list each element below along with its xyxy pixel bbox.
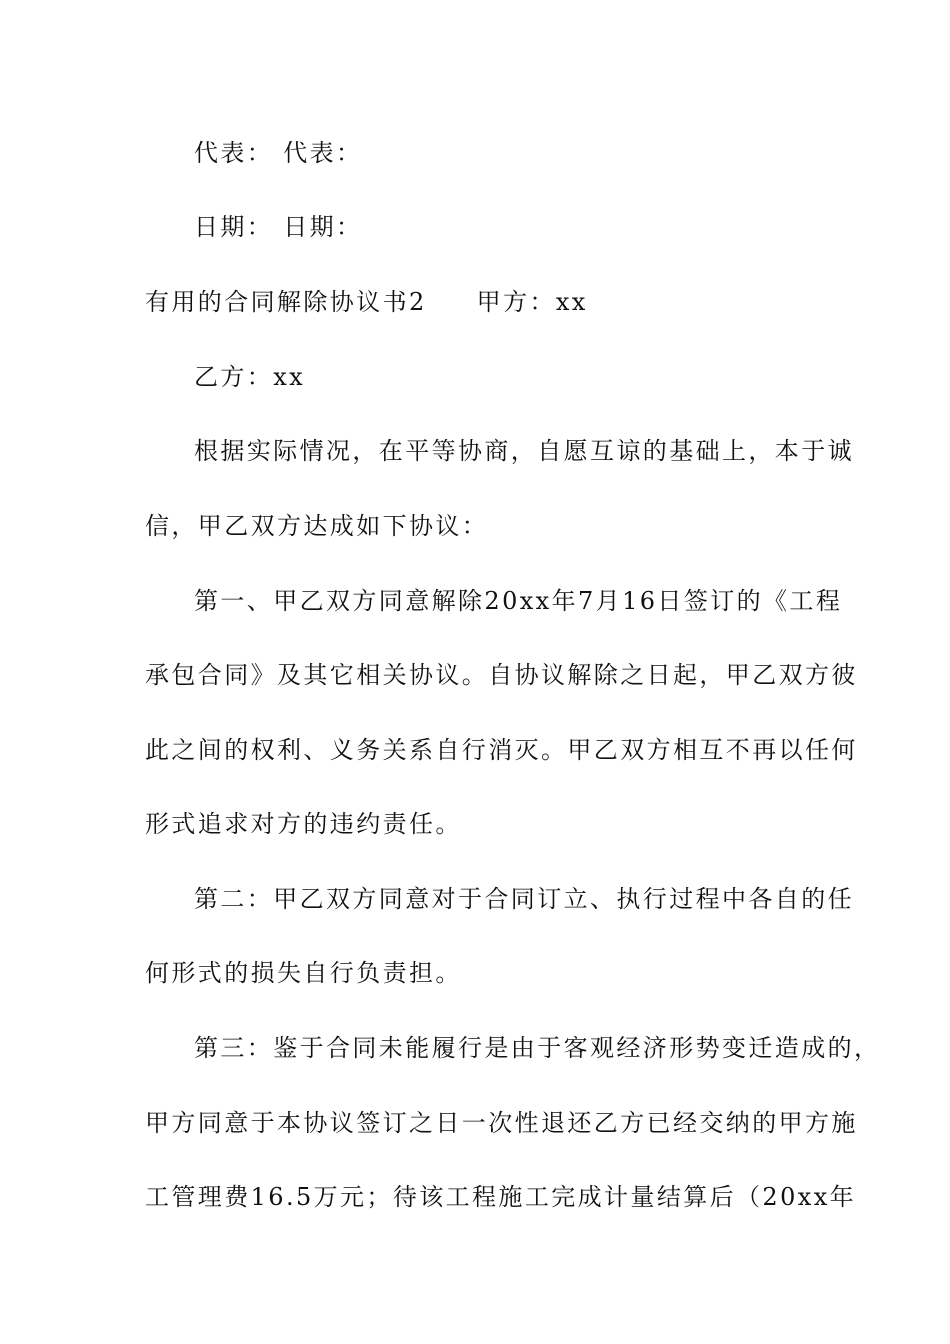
- clause-two-line: 何形式的损失自行负责担。: [145, 959, 462, 987]
- clause-one-line: 第一、甲乙双方同意解除20xx年7月16日签订的《工程: [194, 587, 843, 615]
- clause-three-line: 工管理费16.5万元；待该工程施工完成计量结算后（20xx年: [145, 1183, 857, 1211]
- paragraph-line: 信，甲乙双方达成如下协议：: [145, 512, 489, 540]
- clause-one-line: 承包合同》及其它相关协议。自协议解除之日起，甲乙双方彼: [145, 661, 858, 689]
- clause-three-line: 甲方同意于本协议签订之日一次性退还乙方已经交纳的甲方施: [145, 1109, 858, 1137]
- representative-line: 代表： 代表：: [194, 139, 363, 167]
- agreement-title: 有用的合同解除协议书2: [145, 288, 427, 316]
- clause-one-line: 此之间的权利、义务关系自行消灭。甲乙双方相互不再以任何: [145, 736, 858, 764]
- party-b-line: 乙方：xx: [194, 363, 306, 391]
- party-a-line: 甲方：xx: [476, 288, 588, 316]
- clause-three-line: 第三：鉴于合同未能履行是由于客观经济形势变迁造成的，: [194, 1034, 881, 1062]
- clause-one-line: 形式追求对方的违约责任。: [145, 810, 462, 838]
- paragraph-line: 根据实际情况，在平等协商，自愿互谅的基础上，本于诚: [194, 437, 854, 465]
- agreement-title-line: [145, 286, 825, 318]
- clause-two-line: 第二：甲乙双方同意对于合同订立、执行过程中各自的任: [194, 885, 854, 913]
- date-line: 日期： 日期：: [194, 213, 363, 241]
